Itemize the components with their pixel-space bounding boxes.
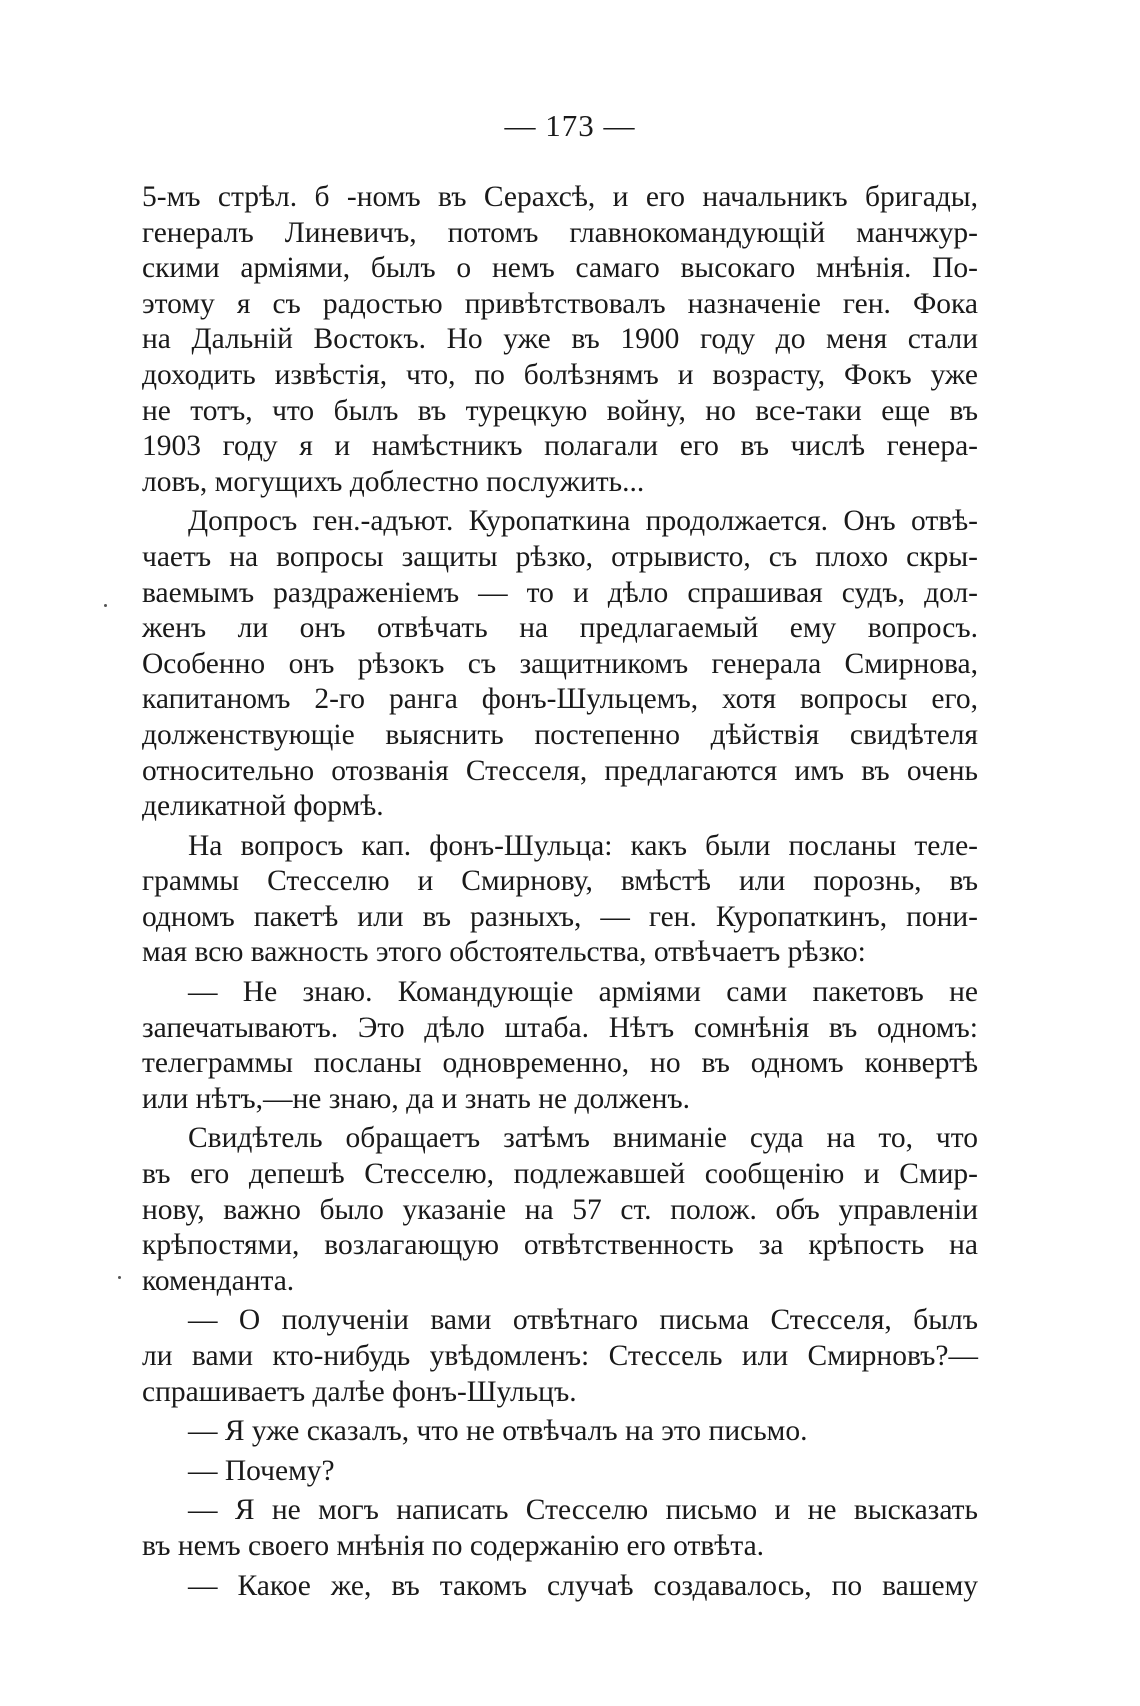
text-line: — Почему? [188, 1454, 335, 1487]
text-line: скими арміями, былъ о немъ самаго высокаго мнѣнія. По- [142, 252, 978, 285]
paragraph [142, 1454, 978, 1490]
text-line: въ его депешѣ Стесселю, подлежавшей сообщенію и Смир- [142, 1158, 978, 1191]
text-line: чаетъ на вопросы защиты рѣзко, отрывисто, съ плохо скры- [142, 540, 978, 573]
text-line: ловъ, могущихъ доблестно послужить... [142, 465, 645, 498]
text-line: мая всю важность этого обстоятельства, отвѣчаетъ рѣзко: [142, 936, 866, 969]
print-speck [104, 604, 107, 607]
text-line: одномъ пакетѣ или въ разныхъ, — ген. Куропаткинъ, пони- [142, 900, 978, 933]
paragraph [142, 829, 978, 971]
text-line: — Какое же, въ такомъ случаѣ создавалось, по вашему [188, 1569, 978, 1602]
paragraph [142, 1569, 978, 1605]
paragraph [142, 1121, 978, 1299]
text-line: — О полученіи вами отвѣтнаго письма Стесселя, былъ [188, 1304, 978, 1337]
paragraph [142, 975, 978, 1117]
text-line: или нѣтъ,—не знаю, да и знать не долженъ. [142, 1082, 691, 1115]
text-line: этому я съ радостью привѣтствовалъ назначеніе ген. Фока [142, 287, 978, 320]
paragraph [142, 504, 978, 824]
text-line: капитаномъ 2-го ранга фонъ-Шульцемъ, хотя вопросы его, [142, 683, 978, 716]
print-speck [118, 1276, 121, 1279]
paragraph [142, 1414, 978, 1450]
text-line: на Дальній Востокъ. Но уже въ 1900 году до меня стали [142, 323, 978, 356]
text-line: — Я не могъ написать Стесселю письмо и не высказать [188, 1494, 978, 1527]
text-line: доходить извѣстія, что, по болѣзнямъ и возрасту, Фокъ уже [142, 358, 978, 391]
text-line: генералъ Линевичъ, потомъ главнокомандующій манчжур- [142, 216, 978, 249]
text-line: крѣпостями, возлагающую отвѣтственность за крѣпость на [142, 1229, 978, 1262]
text-line: — Я уже сказалъ, что не отвѣчалъ на это письмо. [188, 1415, 808, 1448]
text-line: коменданта. [142, 1264, 295, 1297]
text-line: Допросъ ген.-адъют. Куропаткина продолжается. Онъ отвѣ- [188, 505, 978, 538]
text-line: 1903 году я и намѣстникъ полагали его въ числѣ генера- [142, 430, 978, 463]
text-line: Свидѣтель обращаетъ затѣмъ вниманіе суда на то, что [188, 1122, 978, 1155]
paragraph [142, 180, 978, 500]
paragraph [142, 1493, 978, 1564]
text-line: запечатываютъ. Это дѣло штаба. Нѣтъ сомнѣнія въ одномъ: [142, 1011, 978, 1044]
text-line: На вопросъ кап. фонъ-Шульца: какъ были посланы теле- [188, 829, 978, 862]
page-text [142, 180, 978, 1604]
text-line: въ немъ своего мнѣнія по содержанію его отвѣта. [142, 1529, 765, 1562]
text-line: относительно отозванія Стесселя, предлагаются имъ въ очень [142, 754, 978, 787]
text-line: деликатной формѣ. [142, 790, 384, 823]
paragraph [142, 1303, 978, 1410]
text-line: спрашиваетъ далѣе фонъ-Шульцъ. [142, 1375, 577, 1408]
text-line: нову, важно было указаніе на 57 ст. полож. объ управленіи [142, 1193, 978, 1226]
text-line: долженствующіе выяснить постепенно дѣйствія свидѣтеля [142, 718, 978, 751]
page-number: — 173 — [504, 108, 636, 143]
text-line: женъ ли онъ отвѣчать на предлагаемый ему вопросъ. [142, 612, 978, 645]
text-line: 5-мъ стрѣл. б -номъ въ Серахсѣ, и его начальникъ бригады, [142, 181, 978, 213]
text-line: телеграммы посланы одновременно, но въ одномъ конвертѣ [142, 1047, 978, 1080]
text-line: — Не знаю. Командующіе арміями сами пакетовъ не [188, 976, 978, 1009]
text-line: граммы Стесселю и Смирнову, вмѣстѣ или порознь, въ [142, 865, 978, 898]
text-line: ли вами кто-нибудь увѣдомленъ: Стессель или Смирновъ?— [142, 1340, 978, 1372]
text-line: ваемымъ раздраженіемъ — то и дѣло спрашивая судъ, дол- [142, 576, 978, 609]
text-line: не тотъ, что былъ въ турецкую войну, но все-таки еще въ [142, 394, 978, 427]
text-line: Особенно онъ рѣзокъ съ защитникомъ генерала Смирнова, [142, 647, 978, 680]
